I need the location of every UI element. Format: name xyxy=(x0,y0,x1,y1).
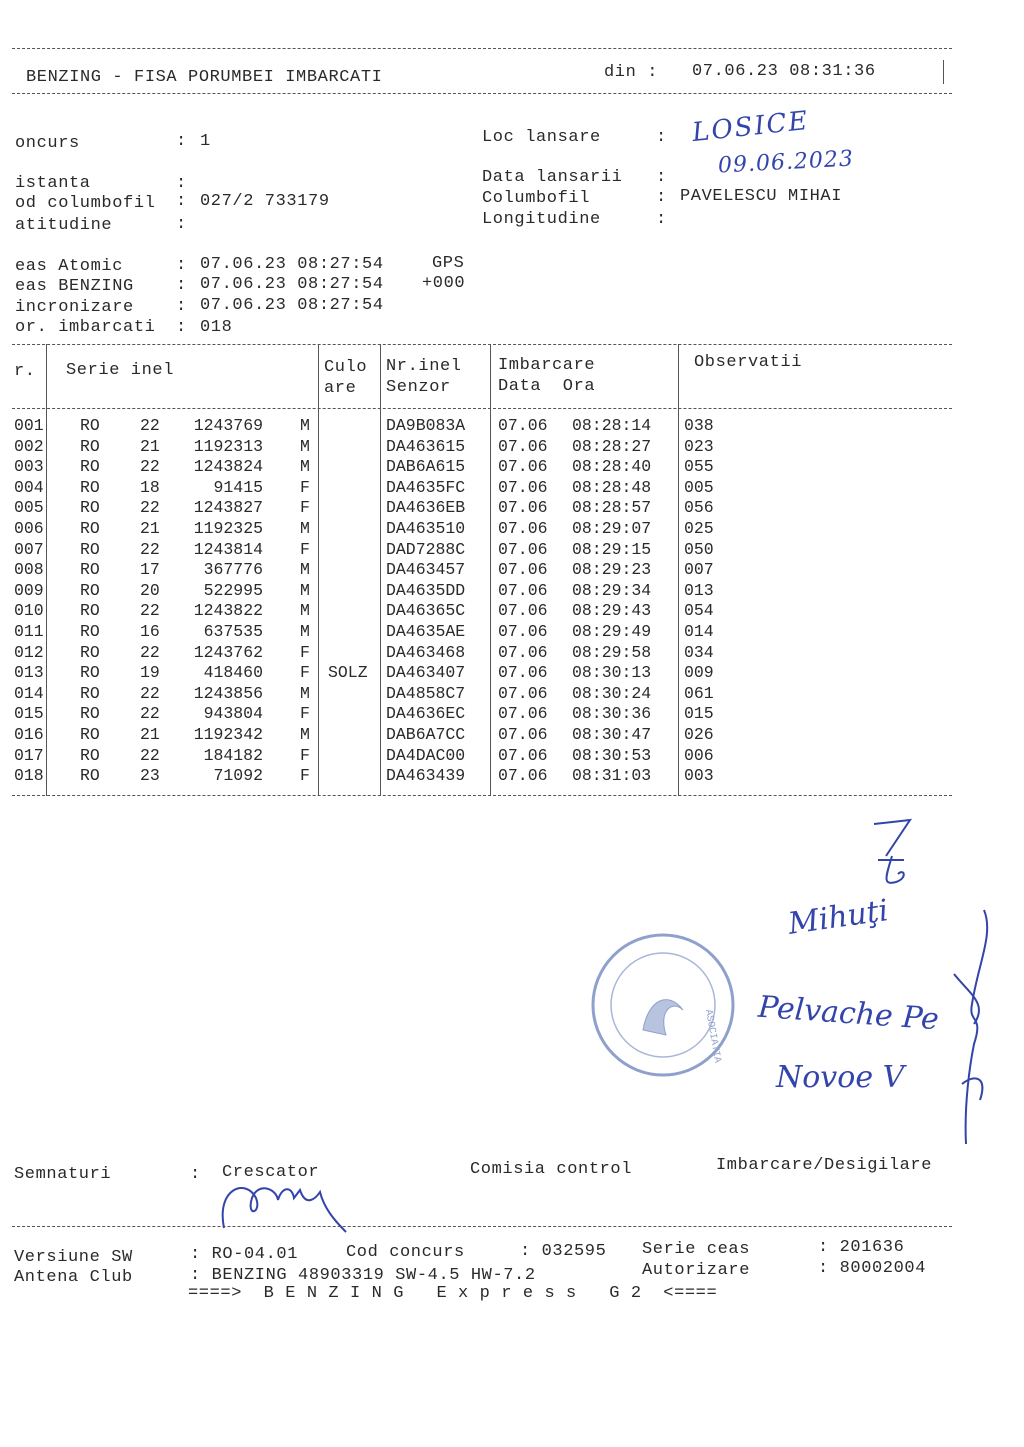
row-obs: 025 xyxy=(684,519,714,538)
row-nr: 004 xyxy=(14,477,44,497)
row-year: 22 xyxy=(140,745,160,765)
table-row xyxy=(0,643,960,663)
row-ring: 1192325 xyxy=(193,519,263,538)
cod-columbofil-value: 027/2 733179 xyxy=(200,192,330,211)
row-ring: 637535 xyxy=(203,622,263,641)
concurs-sep: : xyxy=(176,132,187,151)
row-sex: F xyxy=(300,539,310,559)
row-year: 22 xyxy=(140,683,160,703)
row-sex: M xyxy=(300,416,310,435)
crescator-signature xyxy=(216,1168,356,1238)
row-obs: 061 xyxy=(684,683,714,703)
row-nr: 005 xyxy=(14,498,44,518)
row-sensor: DA9B083A xyxy=(386,416,466,435)
row-time: 08:29:15 xyxy=(572,539,652,559)
row-sensor: DA4858C7 xyxy=(386,683,466,703)
row-ring: 91415 xyxy=(213,477,263,497)
row-country: RO xyxy=(80,539,100,559)
header-right-border xyxy=(943,60,944,84)
semnaturi-label: Semnaturi xyxy=(14,1165,112,1184)
row-nr: 013 xyxy=(14,663,44,683)
table-row xyxy=(0,704,960,724)
nr-imbarcati-sep: : xyxy=(176,318,187,337)
row-country: RO xyxy=(80,601,100,621)
row-time: 08:30:36 xyxy=(572,704,652,724)
row-date: 07.06 xyxy=(498,580,548,600)
header-bottom-rule xyxy=(12,93,952,94)
row-obs: 005 xyxy=(684,477,714,497)
th-culoare-2: are xyxy=(324,379,357,398)
row-year: 22 xyxy=(140,539,160,559)
row-year: 22 xyxy=(140,704,160,724)
autorizare-label: Autorizare xyxy=(642,1261,751,1280)
row-sex: F xyxy=(300,766,310,786)
row-ring: 71092 xyxy=(213,766,263,786)
row-ring: 418460 xyxy=(203,663,263,683)
row-date: 07.06 xyxy=(498,416,548,435)
loc-lansare-label: Loc lansare xyxy=(482,128,601,147)
row-nr: 009 xyxy=(14,580,44,600)
row-sex: M xyxy=(300,725,310,744)
row-nr: 003 xyxy=(14,457,44,477)
header-top-rule xyxy=(12,48,952,49)
row-time: 08:30:13 xyxy=(572,663,652,683)
row-ring: 1243824 xyxy=(193,457,263,477)
row-time: 08:28:14 xyxy=(572,416,652,435)
longitudine-sep: : xyxy=(656,210,667,229)
concurs-label: oncurs xyxy=(15,134,80,153)
row-year: 21 xyxy=(140,519,160,538)
row-date: 07.06 xyxy=(498,766,548,786)
row-nr: 017 xyxy=(14,745,44,765)
nr-imbarcati-value: 018 xyxy=(200,318,233,337)
table-top-rule xyxy=(12,344,952,345)
row-nr: 006 xyxy=(14,519,44,538)
table-row xyxy=(0,437,960,457)
cod-concurs-value: : 032595 xyxy=(520,1242,607,1261)
table-row xyxy=(0,622,960,642)
row-obs: 014 xyxy=(684,622,714,641)
row-sensor: DA4636EC xyxy=(386,704,466,724)
row-ring: 184182 xyxy=(203,745,263,765)
sincronizare-sep: : xyxy=(176,297,187,316)
row-year: 22 xyxy=(140,642,160,662)
row-country: RO xyxy=(80,519,100,538)
row-country: RO xyxy=(80,704,100,724)
row-sensor: DA4635FC xyxy=(386,477,466,497)
row-country: RO xyxy=(80,436,100,456)
sincronizare-value: 07.06.23 08:27:54 xyxy=(200,296,384,315)
ceas-benzing-value: 07.06.23 08:27:54 xyxy=(200,275,384,294)
row-obs: 015 xyxy=(684,704,714,724)
row-time: 08:29:23 xyxy=(572,560,652,580)
row-country: RO xyxy=(80,663,100,683)
row-date: 07.06 xyxy=(498,601,548,621)
row-sensor: DA4635DD xyxy=(386,580,466,600)
row-ring: 943804 xyxy=(203,704,263,724)
row-obs: 007 xyxy=(684,560,714,580)
loc-lansare-sep: : xyxy=(656,128,667,147)
row-sensor: DA4635AE xyxy=(386,622,466,641)
row-country: RO xyxy=(80,642,100,662)
ceas-atomic-sep: : xyxy=(176,256,187,275)
row-obs: 003 xyxy=(684,766,714,786)
antena-label: Antena Club xyxy=(14,1268,133,1287)
row-nr: 015 xyxy=(14,704,44,724)
data-lansarii-label: Data lansarii xyxy=(482,168,623,187)
row-obs: 054 xyxy=(684,601,714,621)
stamp-text: ASOCIATIA xyxy=(702,1008,723,1064)
th-nr: r. xyxy=(14,362,36,381)
row-ring: 1243769 xyxy=(193,416,263,435)
ceas-benzing-sep: : xyxy=(176,276,187,295)
row-date: 07.06 xyxy=(498,539,548,559)
row-nr: 014 xyxy=(14,683,44,703)
columbofil-label: Columbofil xyxy=(482,189,591,208)
row-ring: 1243762 xyxy=(193,642,263,662)
table-row xyxy=(0,684,960,704)
row-ring: 1192313 xyxy=(193,436,263,456)
row-sensor: DAD7288C xyxy=(386,539,466,559)
cod-columbofil-label: od columbofil xyxy=(15,194,156,213)
row-date: 07.06 xyxy=(498,704,548,724)
row-sensor: DAB6A615 xyxy=(386,457,466,477)
row-nr: 010 xyxy=(14,601,44,621)
th-culoare-1: Culo xyxy=(324,358,368,377)
footer-top-rule xyxy=(12,1226,952,1227)
row-country: RO xyxy=(80,725,100,744)
row-sensor: DA46365C xyxy=(386,601,466,621)
row-ring: 1243827 xyxy=(193,498,263,518)
table-row xyxy=(0,601,960,621)
row-country: RO xyxy=(80,766,100,786)
row-time: 08:28:40 xyxy=(572,457,652,477)
row-ring: 1192342 xyxy=(193,725,263,744)
row-date: 07.06 xyxy=(498,745,548,765)
signature-scribble-1 xyxy=(864,816,924,896)
row-sex: F xyxy=(300,498,310,518)
row-sex: M xyxy=(300,436,310,456)
versiune-label: Versiune SW xyxy=(14,1248,133,1267)
row-ring: 522995 xyxy=(203,580,263,600)
ceas-atomic-label: eas Atomic xyxy=(15,257,124,276)
row-country: RO xyxy=(80,477,100,497)
table-row xyxy=(0,478,960,498)
latitudine-label: atitudine xyxy=(15,216,113,235)
ceas-atomic-value: 07.06.23 08:27:54 xyxy=(200,255,384,274)
ceas-benzing-label: eas BENZING xyxy=(15,277,134,296)
row-sensor: DA463439 xyxy=(386,766,466,786)
imbarcare-desigilare-label: Imbarcare/Desigilare xyxy=(716,1156,933,1175)
row-sex: F xyxy=(300,704,310,724)
distanta-label: istanta xyxy=(15,174,91,193)
document-title: BENZING - FISA PORUMBEI IMBARCATI xyxy=(26,68,383,87)
sincronizare-label: incronizare xyxy=(15,298,134,317)
row-country: RO xyxy=(80,560,100,580)
row-sensor: DA463615 xyxy=(386,436,466,456)
row-time: 08:29:43 xyxy=(572,601,652,621)
row-year: 18 xyxy=(140,477,160,497)
row-color: SOLZ xyxy=(328,663,368,683)
table-header-rule xyxy=(12,408,952,409)
row-obs: 038 xyxy=(684,416,714,435)
row-obs: 006 xyxy=(684,745,714,765)
row-date: 07.06 xyxy=(498,683,548,703)
row-sensor: DA463510 xyxy=(386,519,466,538)
longitudine-label: Longitudine xyxy=(482,210,601,229)
table-row xyxy=(0,457,960,477)
row-nr: 008 xyxy=(14,560,44,580)
row-country: RO xyxy=(80,498,100,518)
row-date: 07.06 xyxy=(498,725,548,744)
table-row xyxy=(0,581,960,601)
serie-ceas-value: : 201636 xyxy=(818,1238,905,1257)
row-year: 22 xyxy=(140,498,160,518)
row-ring: 1243856 xyxy=(193,683,263,703)
cod-columbofil-sep: : xyxy=(176,192,187,211)
row-date: 07.06 xyxy=(498,663,548,683)
crescator-label: Crescator xyxy=(222,1163,320,1182)
table-row xyxy=(0,725,960,745)
row-country: RO xyxy=(80,580,100,600)
row-sex: M xyxy=(300,519,310,538)
table-row xyxy=(0,519,960,539)
cod-concurs-label: Cod concurs xyxy=(346,1243,465,1262)
row-obs: 013 xyxy=(684,580,714,600)
row-sex: F xyxy=(300,745,310,765)
columbofil-value: PAVELESCU MIHAI xyxy=(680,187,843,206)
handwritten-name-3: Novoe V xyxy=(776,1060,905,1095)
row-country: RO xyxy=(80,416,100,435)
row-date: 07.06 xyxy=(498,519,548,538)
row-year: 16 xyxy=(140,622,160,641)
signature-scribble-2 xyxy=(944,904,1004,1154)
row-year: 22 xyxy=(140,416,160,435)
serie-ceas-label: Serie ceas xyxy=(642,1240,751,1259)
row-sex: M xyxy=(300,580,310,600)
row-sex: F xyxy=(300,642,310,662)
th-imbarcare-1: Imbarcare xyxy=(498,356,596,375)
row-date: 07.06 xyxy=(498,457,548,477)
ceas-atomic-extra: GPS xyxy=(432,254,465,273)
row-nr: 011 xyxy=(14,622,44,641)
row-year: 22 xyxy=(140,457,160,477)
row-time: 08:30:47 xyxy=(572,725,652,744)
th-senzor-2: Senzor xyxy=(386,378,451,397)
row-sex: M xyxy=(300,601,310,621)
row-time: 08:29:07 xyxy=(572,519,652,538)
table-row xyxy=(0,663,960,683)
row-time: 08:28:27 xyxy=(572,436,652,456)
data-lansarii-sep: : xyxy=(656,168,667,187)
row-time: 08:28:48 xyxy=(572,477,652,497)
th-observatii: Observatii xyxy=(694,353,803,372)
th-imbarcare-2: Data Ora xyxy=(498,377,596,396)
th-serie: Serie inel xyxy=(66,361,175,380)
concurs-value: 1 xyxy=(200,132,211,151)
row-time: 08:30:24 xyxy=(572,683,652,703)
row-year: 19 xyxy=(140,663,160,683)
row-date: 07.06 xyxy=(498,642,548,662)
row-date: 07.06 xyxy=(498,436,548,456)
row-year: 21 xyxy=(140,436,160,456)
semnaturi-sep: : xyxy=(190,1165,201,1184)
row-nr: 007 xyxy=(14,539,44,559)
row-sensor: DA4636EB xyxy=(386,498,466,518)
print-date-label: din : xyxy=(604,63,659,82)
row-sensor: DA463457 xyxy=(386,560,466,580)
table-row xyxy=(0,746,960,766)
row-country: RO xyxy=(80,745,100,765)
row-ring: 1243822 xyxy=(193,601,263,621)
ceas-benzing-extra: +000 xyxy=(422,274,466,293)
row-year: 22 xyxy=(140,601,160,621)
row-sex: F xyxy=(300,477,310,497)
columbofil-sep: : xyxy=(656,188,667,207)
row-sex: M xyxy=(300,683,310,703)
row-time: 08:31:03 xyxy=(572,766,652,786)
table-row xyxy=(0,766,960,786)
row-year: 20 xyxy=(140,580,160,600)
row-time: 08:29:58 xyxy=(572,642,652,662)
row-country: RO xyxy=(80,622,100,641)
row-obs: 023 xyxy=(684,436,714,456)
row-date: 07.06 xyxy=(498,498,548,518)
row-year: 21 xyxy=(140,725,160,744)
row-time: 08:29:49 xyxy=(572,622,652,641)
row-nr: 018 xyxy=(14,766,44,786)
table-bottom-rule xyxy=(12,795,952,796)
row-obs: 026 xyxy=(684,725,714,744)
table-row xyxy=(0,498,960,518)
row-obs: 056 xyxy=(684,498,714,518)
row-year: 23 xyxy=(140,766,160,786)
table-row xyxy=(0,560,960,580)
row-sensor: DA463407 xyxy=(386,663,466,683)
row-date: 07.06 xyxy=(498,560,548,580)
row-nr: 012 xyxy=(14,642,44,662)
row-nr: 002 xyxy=(14,436,44,456)
print-date-value: 07.06.23 08:31:36 xyxy=(692,62,876,81)
row-sensor: DA4DAC00 xyxy=(386,745,466,765)
row-time: 08:28:57 xyxy=(572,498,652,518)
association-stamp xyxy=(588,930,738,1080)
loc-lansare-handwritten: LOSICE xyxy=(690,105,811,149)
versiune-value: : RO-04.01 xyxy=(190,1245,299,1264)
distanta-sep: : xyxy=(176,174,187,193)
row-date: 07.06 xyxy=(498,622,548,641)
row-time: 08:29:34 xyxy=(572,580,652,600)
latitudine-sep: : xyxy=(176,215,187,234)
row-obs: 050 xyxy=(684,539,714,559)
row-sensor: DA463468 xyxy=(386,642,466,662)
table-row xyxy=(0,540,960,560)
row-sensor: DAB6A7CC xyxy=(386,725,466,744)
row-ring: 367776 xyxy=(203,560,263,580)
comisia-control-label: Comisia control xyxy=(470,1160,633,1179)
handwritten-name-2: Pelvache Pe xyxy=(756,989,941,1038)
row-sex: M xyxy=(300,457,310,477)
row-nr: 016 xyxy=(14,725,44,744)
handwritten-name-1: Mihuţi xyxy=(786,893,891,942)
row-time: 08:30:53 xyxy=(572,745,652,765)
row-sex: F xyxy=(300,663,310,683)
data-lansarii-handwritten: 09.06.2023 xyxy=(717,146,855,179)
antena-value: : BENZING 48903319 SW-4.5 HW-7.2 xyxy=(190,1266,536,1285)
row-sex: M xyxy=(300,622,310,641)
row-country: RO xyxy=(80,457,100,477)
row-country: RO xyxy=(80,683,100,703)
benzing-banner: ====> B E N Z I N G E x p r e s s G 2 <==== xyxy=(188,1284,718,1303)
row-nr: 001 xyxy=(14,416,44,435)
table-row xyxy=(0,416,960,436)
autorizare-value: : 80002004 xyxy=(818,1259,927,1278)
th-senzor-1: Nr.inel xyxy=(386,357,462,376)
row-year: 17 xyxy=(140,560,160,580)
row-obs: 009 xyxy=(684,663,714,683)
row-date: 07.06 xyxy=(498,477,548,497)
row-ring: 1243814 xyxy=(193,539,263,559)
row-obs: 034 xyxy=(684,642,714,662)
row-obs: 055 xyxy=(684,457,714,477)
nr-imbarcati-label: or. imbarcati xyxy=(15,318,156,337)
row-sex: M xyxy=(300,560,310,580)
